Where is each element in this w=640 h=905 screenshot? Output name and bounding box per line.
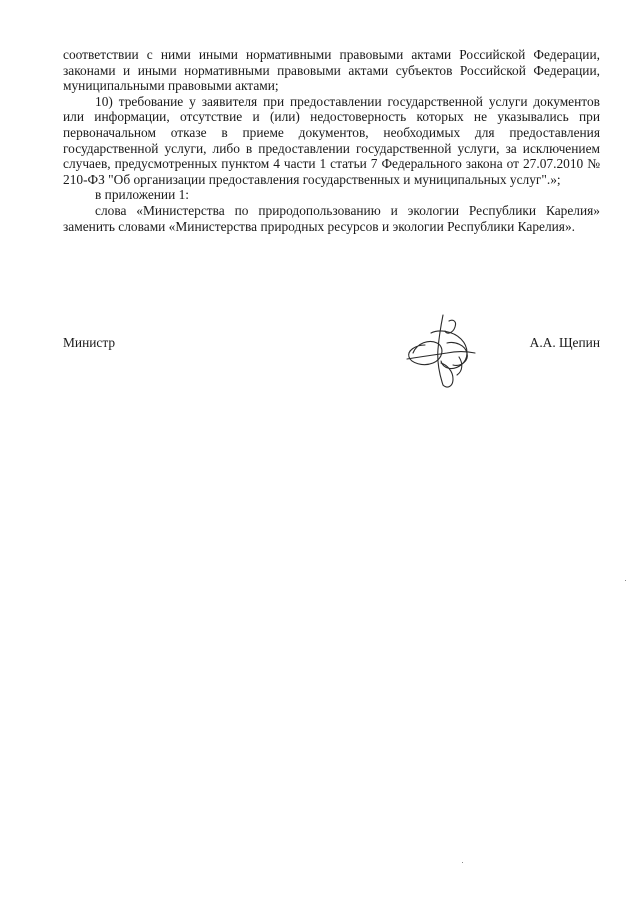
paragraph-appendix-heading: в приложении 1: bbox=[95, 187, 190, 203]
paragraph-item-10: 10) требование у заявителя при предоставлении государственной услуги документов или информации, отсутствие и (или) недостоверность которых не указывались при первоначальном отказе в приеме документов, необходимых для предоставления государственной услуги, либо в предоставлении государственной услуги, за исключением случаев, предусмотренных пунктом 4 части 1 статьи 7 Федерального закона от 27.07.2010 № 210-ФЗ "Об организации предоставления государственных и муниципальных услуг".»; bbox=[63, 93, 600, 187]
signatory-title: Министр bbox=[63, 335, 116, 350]
paragraph-replacement: слова «Министерства по природопользованию и экологии Республики Карелия» заменить словами «Министерства природных ресурсов и экологии Республики Карелия». bbox=[63, 202, 600, 234]
scan-speck bbox=[625, 580, 626, 581]
signatory-name: А.А. Щепин bbox=[529, 335, 600, 350]
document-body bbox=[63, 47, 600, 234]
scan-speck bbox=[462, 862, 463, 863]
paragraph-continuation: соответствии с ними иными нормативными правовыми актами Российской Федерации, законами и иными нормативными правовыми актами субъектов Российской Федерации, муниципальными правовыми актами; bbox=[63, 47, 600, 94]
handwritten-signature bbox=[403, 313, 483, 391]
signature-block bbox=[63, 313, 600, 393]
